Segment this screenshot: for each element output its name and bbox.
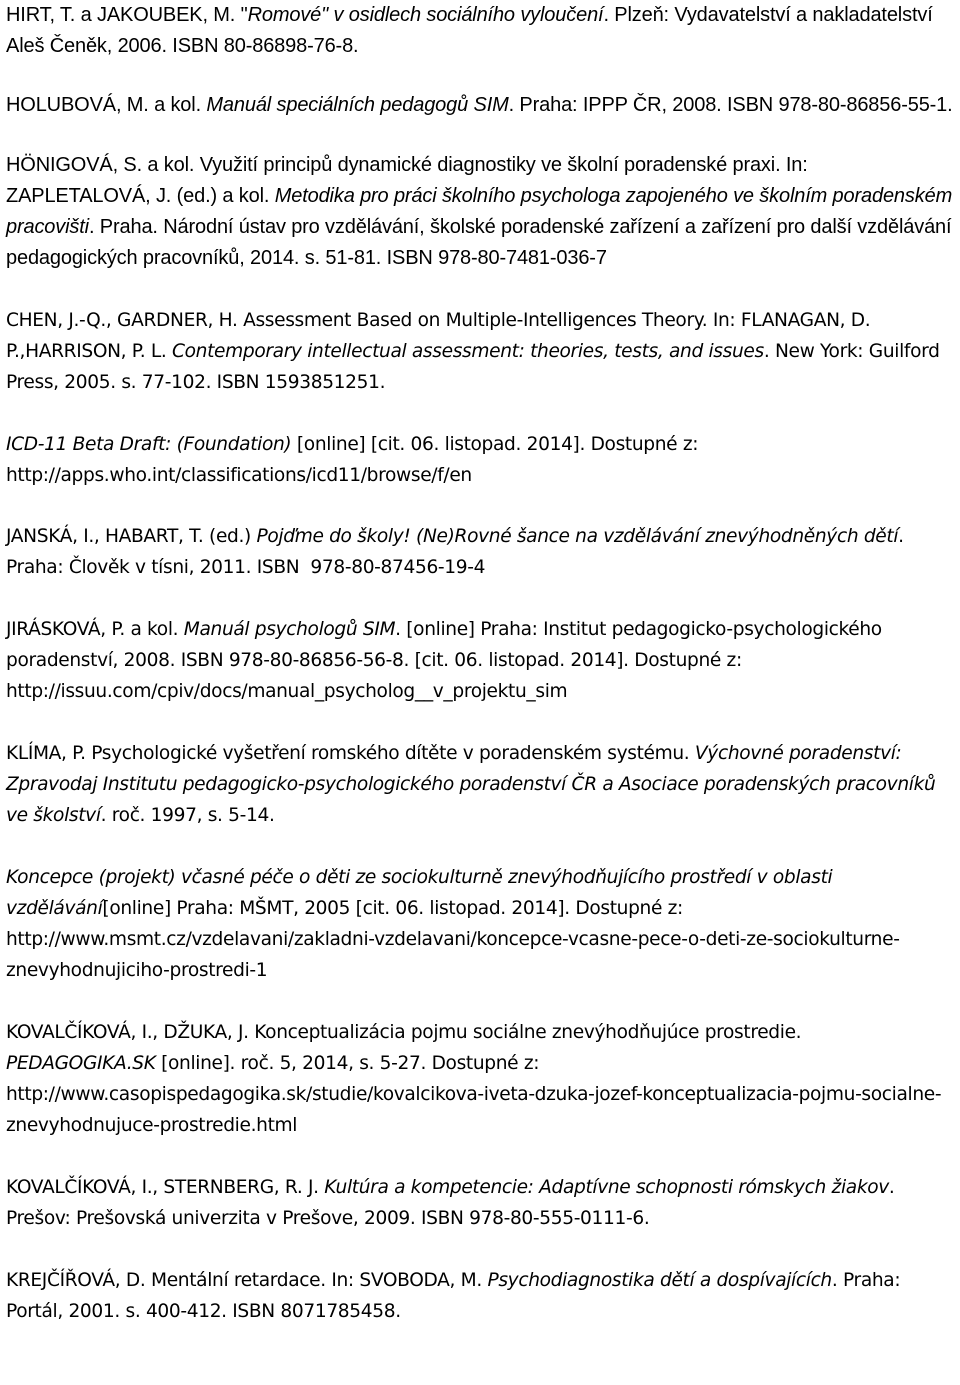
reference-spacer bbox=[6, 831, 956, 862]
reference-text: JIRÁSKOVÁ, P. a kol. bbox=[6, 619, 184, 640]
reference-text: [online]. roč. 5, 2014, s. 5-27. Dostupné z: http://www.casopispedagogika.sk/studie/kovalcikova-iveta-dzuka-jozef-konceptualizacia-pojmu-socialne-znevyhodnujuce-prostredie.html bbox=[6, 1053, 942, 1136]
reference-text: . Praha: Člověk v tísni, 2011. ISBN 978-80-87456-19-4 bbox=[6, 526, 910, 578]
reference-kovalcikova-dzuka bbox=[6, 1017, 956, 1141]
reference-text: . Plzeň: Vydavatelství a nakladatelství Aleš Čeněk, 2006. ISBN 80-86898-76-8. bbox=[6, 4, 937, 57]
reference-title: Manuál speciálních pedagogů SIM bbox=[206, 94, 509, 116]
reference-text: KOVALČÍKOVÁ, I., DŽUKA, J. Konceptualizácia pojmu sociálne znevýhodňujúce prostredie. bbox=[6, 1022, 807, 1043]
reference-text: . Praha. Národní ústav pro vzdělávání, školské poradenské zařízení a zařízení pro další vzdělávání pedagogických pracovníků, 2014. s. 51-81. ISBN 978-80-7481-036-7 bbox=[6, 216, 957, 269]
reference-title: Výchovné poradenství: Zpravodaj Institutu pedagogicko-psychologického poradenství ČR a Asociace poradenských pracovníků ve školství bbox=[6, 743, 941, 826]
reference-hirt bbox=[6, 0, 956, 62]
reference-text: KREJČÍŘOVÁ, D. Mentální retardace. In: SVOBODA, M. bbox=[6, 1270, 488, 1291]
reference-icd bbox=[6, 429, 956, 491]
reference-spacer bbox=[6, 398, 956, 429]
reference-spacer bbox=[6, 1141, 956, 1172]
reference-spacer bbox=[6, 1234, 956, 1265]
reference-text: KLÍMA, P. Psychologické vyšetření romského dítěte v poradenském systému. bbox=[6, 743, 695, 764]
reference-title: Romové" v osidlech sociálního vyloučení bbox=[247, 4, 604, 26]
reference-title: Manuál psychologů SIM bbox=[183, 619, 396, 640]
reference-title: Psychodiagnostika dětí a dospívajících bbox=[487, 1270, 832, 1291]
reference-kovalcikova-sternberg bbox=[6, 1172, 956, 1234]
reference-text: . Praha: Portál, 2001. s. 400-412. ISBN 8071785458. bbox=[6, 1270, 906, 1322]
reference-text: [online] Praha: MŠMT, 2005 [cit. 06. listopad. 2014]. Dostupné z: http://www.msmt.cz/vzdelavani/zakladni-vzdelavani/koncepce-vcasne-pece-o-deti-ze-sociokulturne-znevyhodnujiciho-prostredi-1 bbox=[6, 898, 900, 981]
reference-chen bbox=[6, 305, 956, 398]
reference-koncepce bbox=[6, 862, 956, 986]
reference-holubova bbox=[6, 90, 956, 121]
reference-title: Contemporary intellectual assessment: theories, tests, and issues bbox=[172, 341, 764, 362]
reference-spacer bbox=[6, 583, 956, 614]
reference-title: ICD-11 Beta Draft: (Foundation) bbox=[6, 434, 292, 455]
reference-text: . Prešov: Prešovská univerzita v Prešove, 2009. ISBN 978-80-555-0111-6. bbox=[6, 1177, 901, 1229]
reference-honigova bbox=[6, 150, 956, 274]
reference-text: . [online] Praha: Institut pedagogicko-psychologického poradenství, 2008. ISBN 978-80-86856-56-8. [cit. 06. listopad. 2014]. Dostupné z: http://issuu.com/cpiv/docs/manual_psycholog__v_projektu_sim bbox=[6, 619, 888, 702]
reference-janska bbox=[6, 521, 956, 583]
reference-title: PEDAGOGIKA.SK bbox=[6, 1053, 156, 1074]
reference-spacer bbox=[6, 986, 956, 1017]
reference-text: . Praha: IPPP ČR, 2008. ISBN 978-80-86856-55-1. bbox=[508, 94, 953, 116]
reference-spacer bbox=[6, 491, 956, 521]
reference-klima bbox=[6, 738, 956, 831]
reference-text: . roč. 1997, s. 5-14. bbox=[100, 805, 275, 826]
reference-title: Kultúra a kompetencie: Adaptívne schopnosti rómskych žiakov bbox=[324, 1177, 889, 1198]
reference-spacer bbox=[6, 274, 956, 305]
reference-spacer bbox=[6, 707, 956, 738]
reference-title: Metodika pro práci školního psychologa zapojeného ve školním poradenském pracovišti bbox=[6, 185, 958, 238]
reference-jiraskova bbox=[6, 614, 956, 707]
reference-krejcirova bbox=[6, 1265, 956, 1327]
reference-text: HIRT, T. a JAKOUBEK, M. " bbox=[6, 4, 248, 26]
reference-text: . New York: Guilford Press, 2005. s. 77-102. ISBN 1593851251. bbox=[6, 341, 946, 393]
reference-spacer bbox=[6, 62, 956, 90]
reference-title: Koncepce (projekt) včasné péče o děti ze sociokulturně znevýhodňujícího prostředí v oblasti vzdělávání bbox=[6, 867, 838, 919]
reference-text: JANSKÁ, I., HABART, T. (ed.) bbox=[6, 526, 257, 547]
reference-text: CHEN, J.-Q., GARDNER, H. Assessment Based on Multiple-Intelligences Theory. In: FLANAGAN, D. P.,HARRISON, P. L. bbox=[6, 310, 876, 362]
reference-text: HÖNIGOVÁ, S. a kol. Využití principů dynamické diagnostiky ve školní poradenské praxi. In: ZAPLETALOVÁ, J. (ed.) a kol. bbox=[6, 154, 814, 207]
reference-title: Pojďme do školy! (Ne)Rovné šance na vzdělávání znevýhodněných dětí bbox=[256, 526, 899, 547]
bibliography-page bbox=[6, 0, 956, 1327]
reference-text: KOVALČÍKOVÁ, I., STERNBERG, R. J. bbox=[6, 1177, 325, 1198]
reference-text: HOLUBOVÁ, M. a kol. bbox=[6, 94, 207, 116]
reference-text: [online] [cit. 06. listopad. 2014]. Dostupné z: http://apps.who.int/classifications/icd11/browse/f/en bbox=[6, 434, 704, 486]
reference-spacer bbox=[6, 121, 956, 150]
